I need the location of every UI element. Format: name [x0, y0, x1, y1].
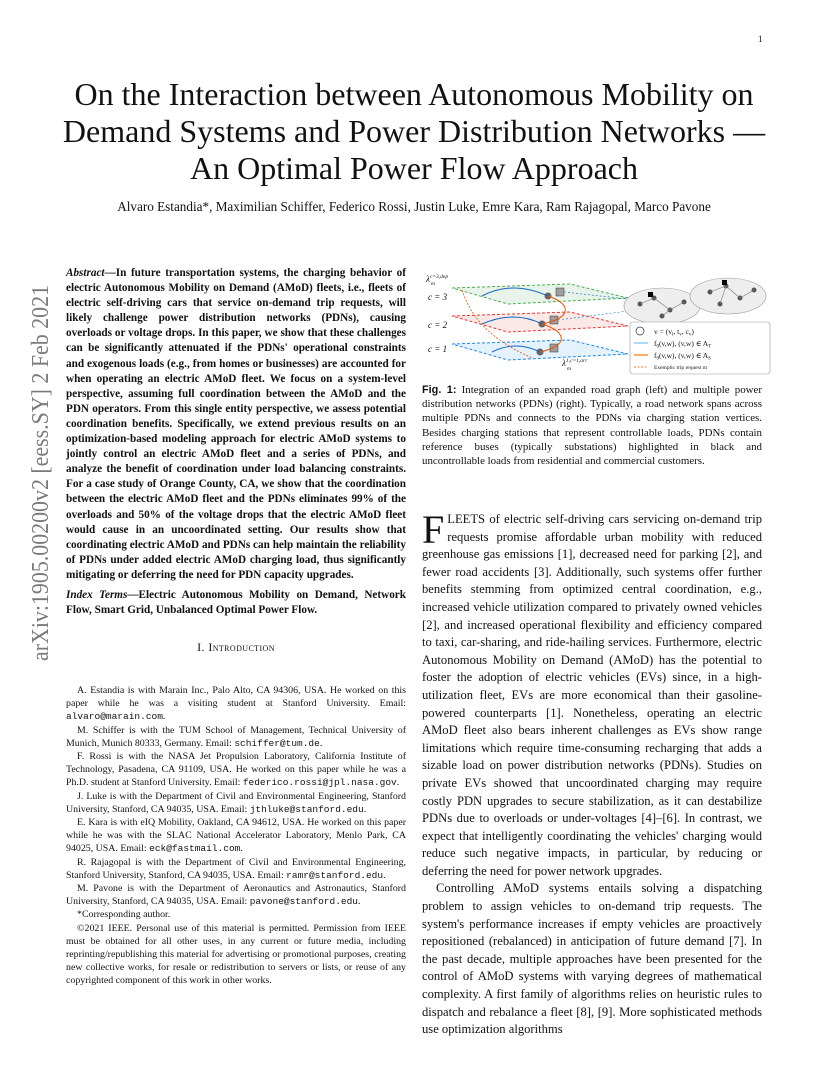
- layer-label-c1: c = 1: [428, 344, 448, 354]
- footnote-email: pavone@stanford.edu: [249, 896, 359, 908]
- index-terms-lead: Index Terms: [66, 589, 128, 601]
- footnote-after: .: [358, 896, 361, 908]
- legend-f-S-label: $f_0(v,w)$, (v,w) ∈ $A_S$: [654, 351, 711, 362]
- caption-text: Integration of an expanded road graph (left) and multiple power distribution networks (PDNs) (right). Typically, a road network spans across multiple PDNs and connects to the PDNs via charging station vertices. Besides charging stations that represent controllable loads, PDNs contain reference buses (typically substations) highlighted in black and uncontrollable loads from residential and commercial customers.: [422, 384, 762, 468]
- legend-vertex-label: $v = (v_l$, $t_v$, $c_v$): [654, 327, 694, 338]
- footnote: [66, 750, 406, 790]
- charging-station-icon: [556, 288, 564, 296]
- footnote-email: eck@fastmail.com: [149, 843, 241, 855]
- footnote-text: M. Schiffer is with the TUM School of Management, Technical University of Munich, Munich 80333, Germany. Email:: [66, 724, 406, 749]
- legend-f-T-label: $f_0(v,w)$, (v,w) ∈ $A_T$: [654, 339, 712, 350]
- section-heading: [66, 640, 406, 655]
- footnote-email: ramr@stanford.edu: [286, 869, 384, 881]
- abstract: [66, 266, 406, 583]
- footnote-email: federico.rossi@jpl.nasa.gov: [242, 777, 397, 789]
- reference-bus-icon: [722, 280, 727, 285]
- paragraph-lead: LEETS: [447, 512, 486, 526]
- lambda-departure-sub: m: [431, 281, 435, 287]
- footnote-text: E. Kara is with eIQ Mobility, Oakland, CA 94612, USA. He worked on this paper while he was with the SLAC National Accelerator Laboratory, Menlo Park, CA 94025, USA. Email:: [66, 817, 406, 855]
- index-terms-text: —Electric Autonomous Mobility on Demand, Network Flow, Smart Grid, Unbalanced Optimal Power Flow.: [66, 589, 406, 617]
- footnote-after: .: [319, 737, 323, 749]
- footnote-email: alvaro@marain.com: [66, 711, 163, 723]
- author-list: Alvaro Estandia*, Maximilian Schiffer, Federico Rossi, Justin Luke, Emre Kara, Ram Rajagopal, Marco Pavone: [117, 199, 711, 214]
- abstract-text: —In future transportation systems, the charging behavior of electric Autonomous Mobility on Demand (AMoD) fleets, i.e., fleets of electric self-driving cars that service on-demand trip requests, will likely challenge power distribution networks (PDNs), causing overloads or voltage drops. In this paper, we show that these challenges can be significantly attenuated if the PDNs' operational constraints and exogenous loads (e.g., from homes or businesses) are accounted for when operating an electric AMoD fleet. We focus on a system-level perspective, assuming full coordination between the AMoD and the PDN operators. From this single entity perspective, we assess potential coordination benefits. Specifically, we extend previous results on an optimization-based modeling approach for electric AMoD systems to jointly control an electric AMoD fleet and a series of PDNs, and analyze the benefit of coordination under load balancing constraints. For a case study of Orange County, CA, we show that the coordination between the electric AMoD fleet and the PDNs eliminates 99% of the overloads and 50% of the voltage drops that the electric AMoD fleet would cause in an uncoordinated setting. Our results show that coordinating electric AMoD and PDNs can help maintain the reliability of PDNs under added electric AMoD charging load, thus significantly mitigating or deferring the need for PDN capacity upgrades.: [66, 267, 406, 581]
- dropcap: F: [422, 507, 445, 552]
- footnote: [66, 856, 406, 882]
- body-text: [422, 507, 762, 1039]
- footnote: [66, 684, 406, 724]
- footnote-text: A. Estandia is with Marain Inc., Palo Alto, CA 94306, USA. He worked on this paper while he was a visiting student at Stanford University. Email:: [66, 685, 406, 710]
- paragraph-text: of electric self-driving cars servicing on-demand trip requests promise affordable urban mobility with reduced greenhouse gas emissions [1], decreased need for parking [2], and fewer road accidents [3]. Additionally, such systems offer further benefits stemming from optimized central coordination, e.g., increased vehicle utilization compared to privately owned vehicles [2], and increased operational flexibility and efficiency compared to taxi, car-sharing, and ride-hailing services. Furthermore, electric Autonomous Mobility on Demand (AMoD) has the potential to foster the adoption of electric vehicles (EVs) since, in a high-utilization fleet, EVs are more economical than their gasoline-powered counterparts [1]. Nonetheless, operating an electric AMoD fleet also bears inherent challenges as EVs show range limitations which require time-consuming recharging that adds a sizable load on power distribution networks (PDNs). Studies on private EVs showed that uncoordinated charging may require costly PDN upgrades to secure stabilization, as it can destabilize PDNs due to overloads or under-voltages [4]–[6]. In contrast, we expect that intelligently coordinating the vehicles' charging would reduce such negative impacts, in particular, by reducing or deferring the need for power network upgrades.: [422, 512, 762, 878]
- footnote: [66, 922, 406, 988]
- figure-road-pdn-graph: [422, 270, 772, 376]
- footnote: [66, 816, 406, 856]
- section-numeral: I.: [197, 640, 209, 654]
- footnote-text: J. Luke is with the Department of Civil and Environmental Engineering, Stanford University, Stanford, CA 94035, USA. Email:: [66, 790, 406, 815]
- abstract-lead: Abstract: [66, 267, 105, 279]
- lambda-departure-label: $\lambda^{c=3,dep}$: [426, 274, 449, 284]
- footnote-email: jthluke@stanford.edu: [249, 803, 364, 815]
- footnote: [66, 882, 406, 908]
- footnote-text: M. Pavone is with the Department of Aeronautics and Astronautics, Stanford University, Stanford, CA 94035, USA. Email:: [66, 883, 406, 908]
- index-terms: [66, 588, 406, 618]
- footnote-email: schiffer@tum.de: [234, 737, 320, 749]
- pdn-region: [624, 288, 700, 324]
- layer-label-c3: c = 3: [428, 292, 448, 302]
- arxiv-stamp-text: arXiv:1905.00200v2 [eess.SY] 2 Feb 2021: [28, 283, 54, 661]
- section-title: Introduction: [208, 640, 275, 654]
- reference-bus-icon: [648, 292, 653, 297]
- footnote: [66, 790, 406, 816]
- page-number: 1: [758, 34, 763, 44]
- lambda-arrival-sub: m: [567, 366, 571, 372]
- pdn-region: [690, 278, 766, 314]
- footnote-after: .: [363, 803, 367, 815]
- footnote-after: .: [240, 843, 243, 855]
- footnote-after: .: [383, 869, 386, 881]
- legend-vertex-icon: [636, 327, 644, 335]
- footnote-after: .: [162, 711, 166, 723]
- footnote-text: ©2021 IEEE. Personal use of this material is permitted. Permission from IEEE must be obtained for all other uses, in any current or future media, including reprinting/republishing this material for advertising or promotional purposes, creating new collective works, for resale or redistribution to servers or lists, or reuse of any copyrighted component of this work in other works.: [66, 922, 406, 987]
- lambda-arrival-label: $\lambda^{1,c=1,arr}$: [562, 358, 588, 368]
- footnote: [66, 908, 406, 921]
- layer-label-c2: c = 2: [428, 320, 448, 330]
- footnote: [66, 724, 406, 750]
- footnotes: [66, 684, 406, 988]
- arxiv-stamp: [6, 283, 62, 663]
- figure-caption: [422, 383, 762, 468]
- paragraph: [422, 507, 762, 880]
- footnote-after: .: [396, 777, 400, 789]
- caption-label: Fig. 1:: [422, 384, 457, 396]
- footnote-text: *Corresponding author.: [77, 909, 171, 921]
- figure-svg: [422, 270, 772, 376]
- footnote-text: F. Rossi is with the NASA Jet Propulsion Laboratory, California Institute of Technology, Pasadena, CA 91109, USA. He worked on this paper while he was a Ph.D. student at Stanford University. Email:: [66, 751, 406, 789]
- layer-plane-c3: [452, 284, 628, 304]
- paragraph: Controlling AMoD systems entails solving a dispatching problem to assign vehicles to on-demand trip requests. The system's performance increases if empty vehicles are proactively repositioned (rebalanced) in anticipation of future demand [7]. In the past decade, multiple approaches have been presented for the control of AMoD systems with varying degrees of mathematical complexity. A first family of algorithms relies on heuristic rules to dispatch and rebalance a fleet [8], [9]. More sophisticated methods use optimization algorithms: [422, 881, 762, 1037]
- legend-example-label: Exemplic trip request m: [654, 365, 707, 371]
- arxiv-stamp-svg: [6, 283, 62, 663]
- footnote-text: R. Rajagopal is with the Department of Civil and Environmental Engineering, Stanford University, Stanford, CA 94035, USA. Email:: [66, 856, 406, 881]
- paper-title: On the Interaction between Autonomous Mobility on Demand Systems and Power Distribution Networks — An Optimal Power Flow Approach: [62, 76, 766, 186]
